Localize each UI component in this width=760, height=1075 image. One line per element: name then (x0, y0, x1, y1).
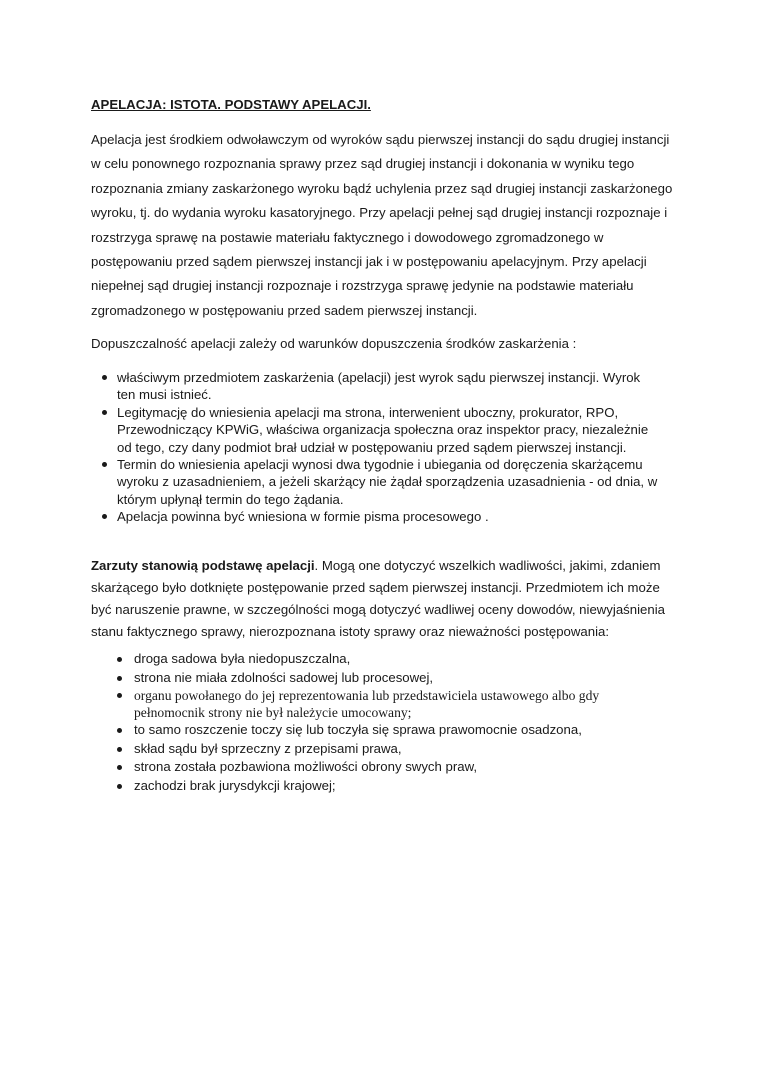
paragraph-admissibility: Dopuszczalność apelacji zależy od warunków dopuszczenia środków zaskarżenia : (91, 336, 577, 351)
bullet-icon (117, 765, 122, 770)
list-item (134, 777, 654, 796)
list-item-text: Apelacja powinna być wniesiona w formie pisma procesowego . (117, 509, 489, 525)
bullet-icon (117, 747, 122, 752)
list-item-text: zachodzi brak jurysdykcji krajowej; (134, 777, 336, 793)
list-item-text: Termin do wniesienia apelacji wynosi dwa tygodnie i ubiegania od doręczenia skarżącemu wyroku z uzasadnieniem, a jeżeli skarżący nie żądał sporządzenia uzasadnienia - od dnia, w którym upłynął termin do tego żądania. (117, 457, 658, 507)
grounds-heading-bold: Zarzuty stanowią podstawę apelacji (91, 558, 315, 573)
list-item (116, 404, 661, 456)
grounds-list (134, 650, 654, 796)
admissibility-conditions-list (116, 369, 661, 526)
list-item (134, 669, 654, 688)
list-item (134, 650, 654, 669)
list-item (134, 721, 654, 740)
bullet-icon (117, 728, 122, 733)
bullet-icon (117, 657, 122, 662)
list-item-text: droga sadowa była niedopuszczalna, (134, 651, 351, 666)
list-item (134, 687, 654, 721)
list-item (134, 740, 654, 759)
list-item-text: to samo roszczenie toczy się lub toczyła się sprawa prawomocnie osadzona, (134, 722, 582, 738)
list-item (116, 369, 661, 404)
bullet-icon (102, 375, 107, 380)
list-item-text: Legitymację do wniesienia apelacji ma strona, interwenient uboczny, prokurator, RPO, Przewodniczący KPWiG, właściwa organizacja społeczna oraz inspektor pracy, niezależnie od tego, czy dany podmiot brał udział w postępowaniu przed sądem pierwszej instancji. (117, 404, 649, 455)
bullet-icon (117, 676, 122, 681)
list-item-text: organu powołanego do jej reprezentowania lub przedstawiciela ustawowego albo gdy pełnomocnik strony nie był należycie umocowany; (134, 688, 600, 721)
list-item (116, 508, 661, 525)
bullet-icon (117, 693, 122, 698)
paragraph-grounds (91, 555, 681, 643)
list-item (116, 456, 661, 508)
bullet-icon (102, 514, 107, 519)
list-item-text: właściwym przedmiotem zaskarżenia (apelacji) jest wyrok sądu pierwszej instancji. Wyrok ten musi istnieć. (117, 370, 641, 403)
document-title: APELACJA: ISTOTA. PODSTAWY APELACJI. (91, 97, 371, 112)
list-item-text: strona nie miała zdolności sadowej lub procesowej, (134, 669, 434, 685)
bullet-icon (117, 784, 122, 789)
list-item-text: skład sądu był sprzeczny z przepisami prawa, (134, 740, 402, 756)
bullet-icon (102, 462, 107, 467)
list-item-text: strona została pozbawiona możliwości obrony swych praw, (134, 759, 478, 775)
grounds-text: . Mogą one dotyczyć wszelkich wadliwości, jakimi, zdaniem skarżącego było dotknięte postępowanie przed sądem pierwszej instancji. Przedmiotem ich może być naruszenie prawne, w szczególności mogą dotyczyć wadliwej oceny dowodów, niewyjaśnienia stanu faktycznego sprawy, nierozpoznana istoty sprawy oraz nieważności postępowania: (91, 558, 665, 639)
bullet-icon (102, 410, 107, 415)
paragraph-definition: Apelacja jest środkiem odwoławczym od wyroków sądu pierwszej instancji do sądu drugiej instancji w celu ponownego rozpoznania sprawy przez sąd drugiej instancji i dokonania w wyniku tego rozpoznania zmiany zaskarżonego wyroku bądź uchylenia przez sąd drugiej instancji zaskarżonego wyroku, tj. do wydania wyroku kasatoryjnego. Przy apelacji pełnej sąd drugiej instancji rozpoznaje i rozstrzyga sprawę na postawie materiału faktycznego i dowodowego zgromadzonego w postępowaniu przed sądem pierwszej instancji jak i w postępowaniu apelacyjnym. Przy apelacji niepełnej sąd drugiej instancji rozpoznaje i rozstrzyga sprawę jedynie na podstawie materiału zgromadzonego w postępowaniu przed sadem pierwszej instancji. (91, 132, 673, 318)
list-item (134, 758, 654, 777)
